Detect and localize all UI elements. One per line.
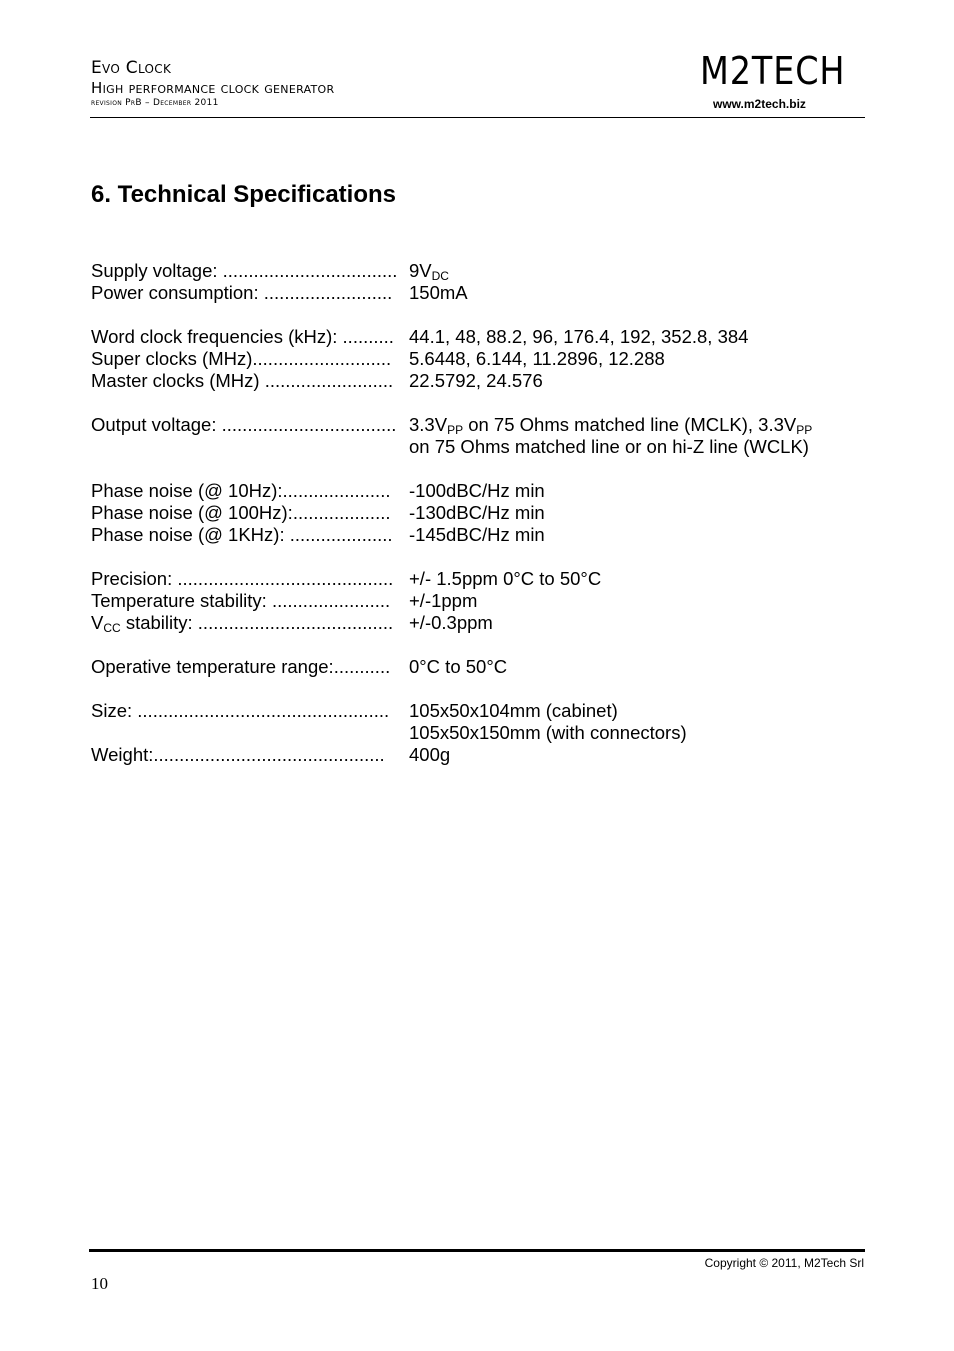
copyright-text: Copyright © 2011, M2Tech Srl <box>704 1256 864 1270</box>
spec-label: Phase noise (@ 1KHz): <box>91 524 290 545</box>
spec-value: 105x50x150mm (with connectors) <box>409 722 687 743</box>
spec-value-subscript: PP <box>447 423 464 437</box>
spec-value: -130dBC/Hz min <box>409 502 545 523</box>
spec-value: +/-0.3ppm <box>409 612 493 633</box>
product-name: Evo Clock <box>91 58 172 78</box>
spec-label: Phase noise (@ 10Hz): <box>91 480 283 501</box>
spec-label: Supply voltage: <box>91 260 223 281</box>
footer-divider <box>89 1249 865 1252</box>
section-title: 6. Technical Specifications <box>91 181 396 208</box>
leader-dots: ........... <box>333 656 391 677</box>
leader-dots: ............................................. <box>153 744 385 765</box>
spec-value: 105x50x104mm (cabinet) <box>409 700 618 721</box>
spec-value: +/- 1.5ppm 0°C to 50°C <box>409 568 602 589</box>
spec-value: 0°C to 50°C <box>409 656 508 677</box>
spec-value: on 75 Ohms matched line or on hi-Z line (WCLK) <box>409 436 809 457</box>
product-subtitle: High performance clock generator <box>91 79 335 97</box>
leader-dots: .................... <box>289 524 393 545</box>
spec-label: Super clocks (MHz) <box>91 348 253 369</box>
m2tech-logo: M2TECH <box>700 49 846 93</box>
leader-dots: .................................. <box>222 260 398 281</box>
leader-dots: ...................................... <box>197 612 394 633</box>
page-number: 10 <box>91 1274 108 1293</box>
spec-label: V <box>91 612 104 633</box>
spec-value: 22.5792, 24.576 <box>409 370 543 391</box>
spec-value: 150mA <box>409 282 468 303</box>
spec-label-subscript: CC <box>103 621 121 634</box>
spec-label: Temperature stability: <box>91 590 272 611</box>
spec-value: 9V <box>409 260 432 281</box>
leader-dots: ................... <box>292 502 391 523</box>
leader-dots: ........................... <box>252 348 392 369</box>
spec-value: +/-1ppm <box>409 590 478 611</box>
leader-dots: ......................... <box>264 370 394 391</box>
website-url: www.m2tech.biz <box>713 97 806 111</box>
leader-dots: ....................... <box>271 590 391 611</box>
leader-dots: .......................................... <box>177 568 394 589</box>
header-divider <box>90 117 865 118</box>
header-product-block <box>91 60 334 108</box>
spec-value: -100dBC/Hz min <box>409 480 545 501</box>
spec-label: Master clocks (MHz) <box>91 370 265 391</box>
spec-label: Size: <box>91 700 138 721</box>
leader-dots: .......... <box>342 326 394 347</box>
spec-label: Precision: <box>91 568 178 589</box>
spec-value-subscript: PP <box>796 423 813 437</box>
spec-value: 5.6448, 6.144, 11.2896, 12.288 <box>409 348 665 369</box>
spec-value: 3.3V <box>409 414 448 435</box>
leader-dots: ................................................. <box>137 700 390 721</box>
revision-text: revision PrB – December 2011 <box>91 98 219 108</box>
spec-label: Operative temperature range: <box>91 656 334 677</box>
spec-value-subscript: DC <box>431 269 449 283</box>
spec-value-continued: on 75 Ohms matched line (MCLK), 3.3V <box>463 414 797 435</box>
spec-label: Weight: <box>91 744 154 765</box>
spec-label: Word clock frequencies (kHz): <box>91 326 343 347</box>
spec-value: -145dBC/Hz min <box>409 524 545 545</box>
spec-value: 400g <box>409 744 451 765</box>
spec-label: Phase noise (@ 100Hz): <box>91 502 293 523</box>
leader-dots: ..................... <box>282 480 391 501</box>
spec-label: Power consumption: <box>91 282 264 303</box>
spec-label: Output voltage: <box>91 414 222 435</box>
spec-value: 44.1, 48, 88.2, 96, 176.4, 192, 352.8, 384 <box>409 326 749 347</box>
spec-label-continued: stability: <box>120 612 198 633</box>
leader-dots: .................................. <box>221 414 397 435</box>
leader-dots: ......................... <box>263 282 393 303</box>
